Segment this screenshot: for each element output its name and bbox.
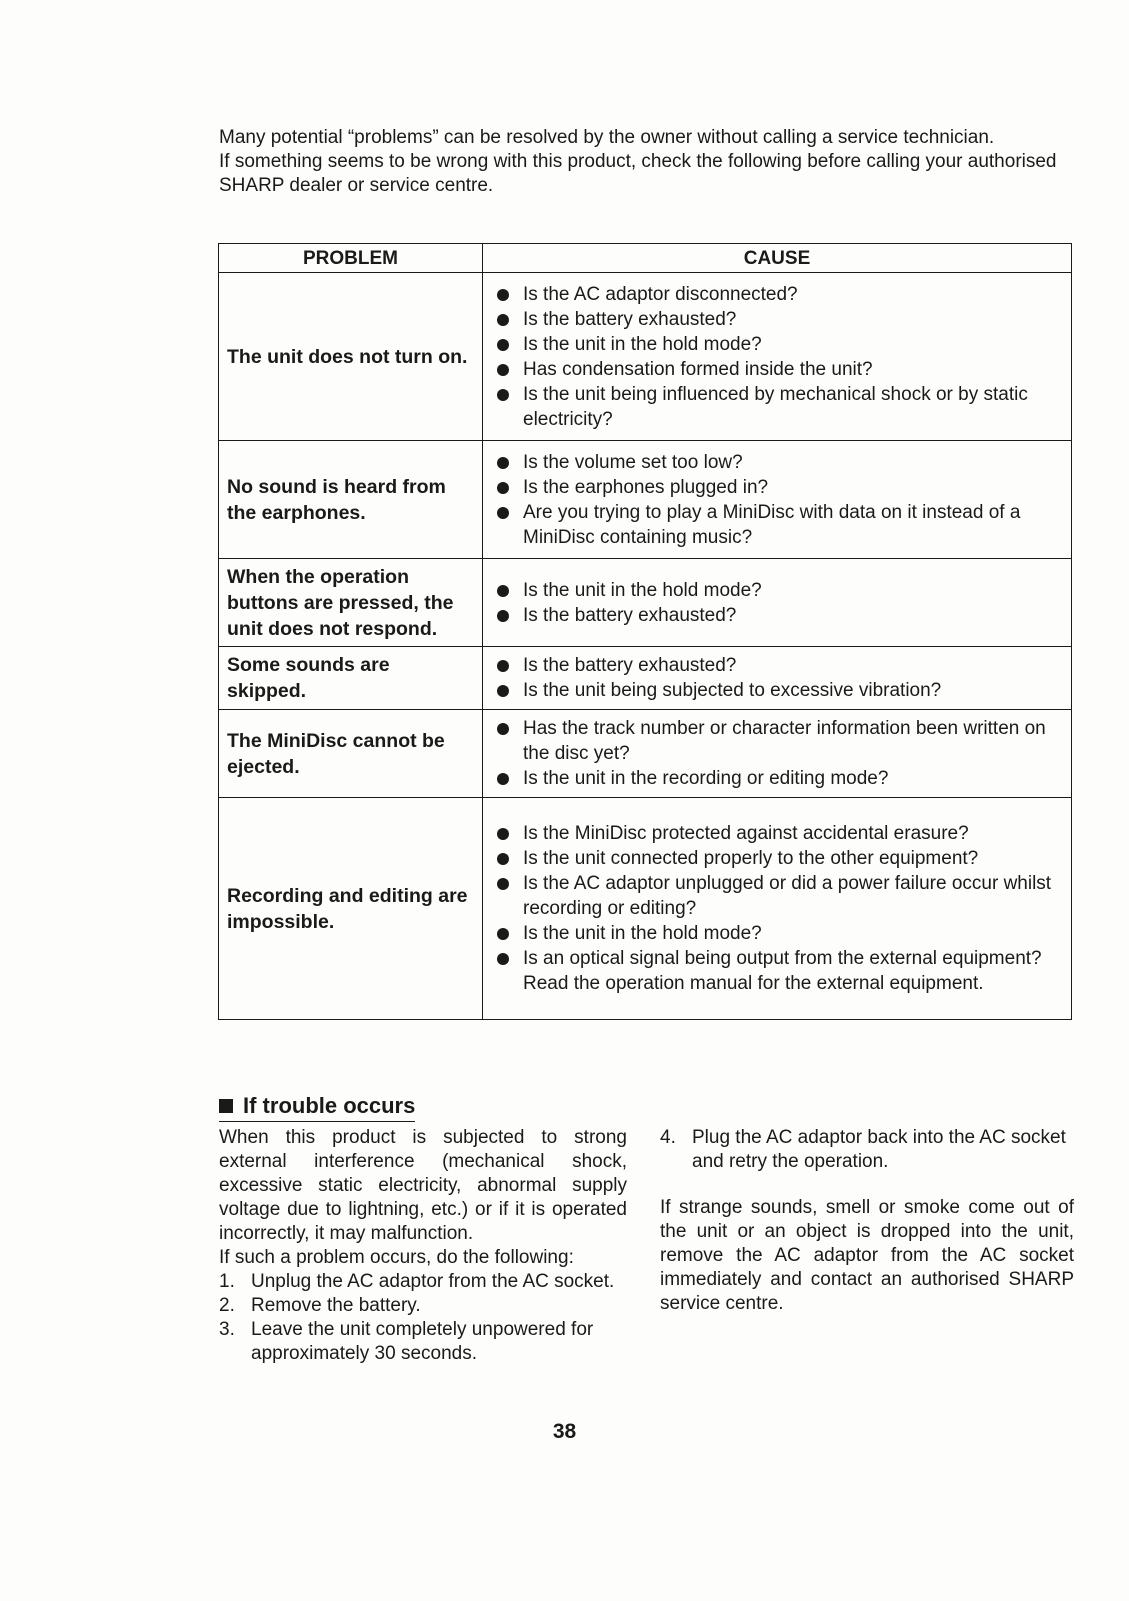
step-text: Leave the unit completely unpowered for approximately 30 seconds. — [251, 1319, 594, 1364]
table-row — [219, 441, 1072, 559]
problem-cell: The unit does not turn on. — [219, 273, 483, 441]
list-item — [219, 1270, 627, 1294]
step-text: Plug the AC adaptor back into the AC socket and retry the operation. — [692, 1127, 1066, 1172]
list-item — [219, 1294, 627, 1318]
list-item — [660, 1126, 1074, 1174]
page-number: 38 — [552, 1420, 577, 1443]
trouble-right-column — [660, 1126, 1074, 1316]
cause-item: Is the unit connected properly to the other equipment? — [495, 846, 1061, 871]
cause-item: Is the unit being subjected to excessive vibration? — [495, 678, 1061, 703]
cause-list — [495, 716, 1061, 791]
cause-list — [495, 578, 1061, 628]
cause-item: Is the unit in the hold mode? — [495, 921, 1061, 946]
intro-paragraph: Many potential “problems” can be resolved by the owner without calling a service technician. — [219, 127, 995, 148]
cause-item: Is the unit in the recording or editing mode? — [495, 766, 1061, 791]
table-row — [219, 647, 1072, 710]
cause-list — [495, 653, 1061, 703]
cause-item: Has condensation formed inside the unit? — [495, 357, 1061, 382]
cause-list — [495, 821, 1061, 971]
step-text: Remove the battery. — [251, 1295, 421, 1316]
cause-item: Is the MiniDisc protected against accidental erasure? — [495, 821, 1061, 846]
step-number: 2. — [219, 1295, 235, 1316]
table-row — [219, 798, 1072, 1020]
header-cause: CAUSE — [483, 244, 1072, 273]
step-text: Unplug the AC adaptor from the AC socket. — [251, 1271, 615, 1292]
cause-item: Is the AC adaptor unplugged or did a power failure occur whilst recording or editing? — [495, 871, 1061, 921]
cause-cell — [483, 441, 1072, 559]
cause-item: Has the track number or character information been written on the disc yet? — [495, 716, 1061, 766]
cause-cell — [483, 647, 1072, 710]
problem-cell: The MiniDisc cannot be ejected. — [219, 710, 483, 798]
trouble-intro: When this product is subjected to strong external interference (mechanical shock, excessive static electricity, abnormal supply voltage due to lightning, etc.) or if it is operated incorrectly, it may malfunction. — [219, 1127, 627, 1244]
step-number: 1. — [219, 1271, 235, 1292]
trouble-lead: If such a problem occurs, do the following: — [219, 1247, 574, 1268]
cause-list — [495, 450, 1061, 550]
cause-item: Is the volume set too low? — [495, 450, 1061, 475]
header-problem: PROBLEM — [219, 244, 483, 273]
cause-item: Is the earphones plugged in? — [495, 475, 1061, 500]
cause-item: Are you trying to play a MiniDisc with data on it instead of a MiniDisc containing music? — [495, 500, 1061, 550]
cause-cell — [483, 710, 1072, 798]
table-header-row — [219, 244, 1072, 273]
warning-text: If strange sounds, smell or smoke come out of the unit or an object is dropped into the unit, remove the AC adaptor from the AC socket immediately and contact an authorised SHARP service centre. — [660, 1197, 1074, 1314]
problem-cell: No sound is heard from the earphones. — [219, 441, 483, 559]
problem-cell: Some sounds are skipped. — [219, 647, 483, 710]
troubleshooting-table — [218, 243, 1072, 1020]
table-row — [219, 559, 1072, 647]
list-item — [219, 1318, 627, 1366]
cause-item: Is the unit being influenced by mechanical shock or by static electricity? — [495, 382, 1061, 432]
table-row — [219, 273, 1072, 441]
steps-list — [219, 1270, 627, 1366]
cause-cell — [483, 559, 1072, 647]
section-heading — [219, 1092, 415, 1122]
problem-cell: Recording and editing are impossible. — [219, 798, 483, 1020]
section-heading-text: If trouble occurs — [243, 1093, 416, 1118]
cause-item: Is the AC adaptor disconnected? — [495, 282, 1061, 307]
intro-text — [219, 126, 1074, 198]
cause-cell — [483, 273, 1072, 441]
intro-paragraph: If something seems to be wrong with this product, check the following before calling your authorised SHARP dealer or service centre. — [219, 151, 1057, 196]
problem-cell: When the operation buttons are pressed, the unit does not respond. — [219, 559, 483, 647]
trouble-left-column — [219, 1126, 627, 1366]
cause-item: Is the battery exhausted? — [495, 603, 1061, 628]
cause-item: Is the unit in the hold mode? — [495, 578, 1061, 603]
step-number: 4. — [660, 1127, 676, 1148]
square-bullet-icon — [219, 1099, 233, 1113]
cause-item: Is the battery exhausted? — [495, 653, 1061, 678]
cause-list — [495, 282, 1061, 432]
cause-cell — [483, 798, 1072, 1020]
cause-note: Read the operation manual for the external equipment. — [523, 973, 984, 994]
steps-list — [660, 1126, 1074, 1174]
step-number: 3. — [219, 1319, 235, 1340]
cause-item: Is the battery exhausted? — [495, 307, 1061, 332]
cause-item: Is an optical signal being output from the external equipment? — [495, 946, 1061, 971]
table-row — [219, 710, 1072, 798]
cause-item: Is the unit in the hold mode? — [495, 332, 1061, 357]
